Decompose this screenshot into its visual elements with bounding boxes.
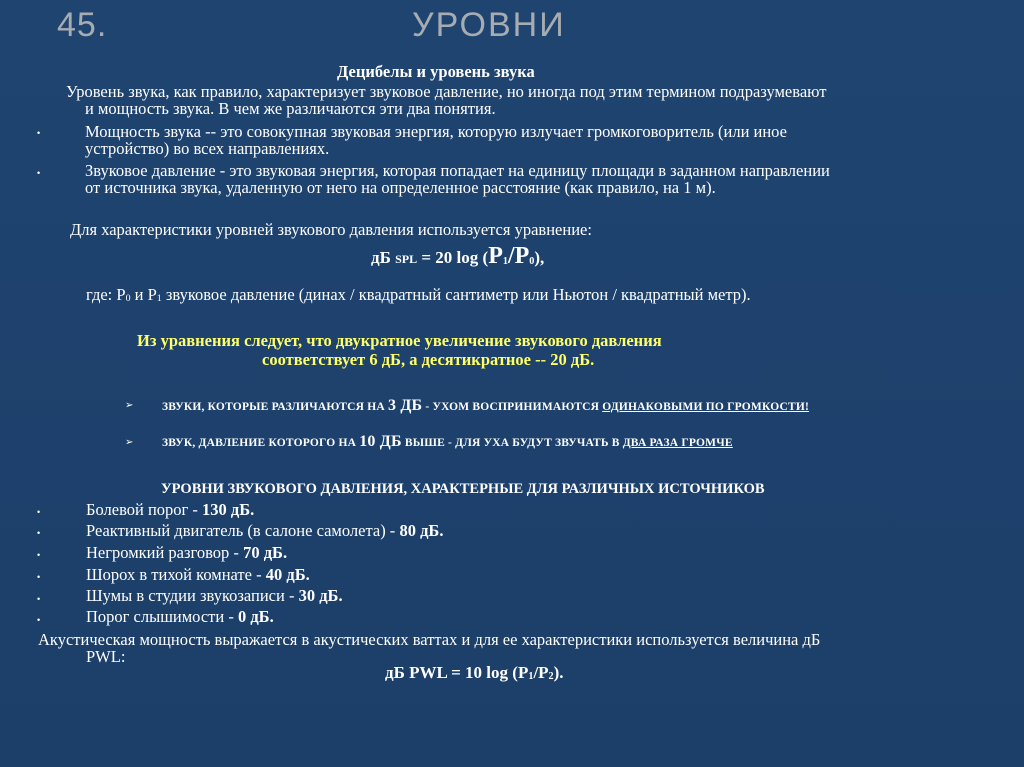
intro-line-1: Уровень звука, как правило, характеризует звуковое давление, но иногда под этим термином подразумевают <box>66 82 827 101</box>
level-label: Негромкий разговор - <box>86 543 244 562</box>
level-item <box>86 609 274 625</box>
levels-heading: УРОВНИ ЗВУКОВОГО ДАВЛЕНИЯ, ХАРАКТЕРНЫЕ ДЛЯ РАЗЛИЧНЫХ ИСТОЧНИКОВ <box>161 481 765 497</box>
formula-text: / <box>507 243 515 269</box>
bullet-icon: • <box>37 594 41 604</box>
level-item <box>86 545 287 561</box>
arrow-item-value: 3 ДБ <box>387 397 423 414</box>
power-def-line-1: Мощность звука -- это совокупная звуковая энергия, которую излучает громкоговоритель (или иное <box>85 122 787 141</box>
slide-title: УРОВНИ <box>412 6 566 44</box>
level-label: Реактивный двигатель (в салоне самолета) - <box>86 521 400 540</box>
formula-subscript: 2 <box>548 671 554 682</box>
level-item <box>86 567 310 583</box>
acoustic-line-1: Акустическая мощность выражается в акустических ваттах и для ее характеристики используется величина дБ <box>38 630 821 649</box>
arrow-item-10db <box>162 434 733 451</box>
formula-variable: P <box>514 243 530 269</box>
section-heading: Децибелы и уровень звука <box>337 62 535 81</box>
where-text: и Р <box>130 285 157 304</box>
arrow-item-text: ЗВУК, ДАВЛЕНИЕ КОТОРОГО НА <box>162 437 360 449</box>
formula-text: /Р <box>533 663 549 682</box>
pwl-formula <box>385 663 564 683</box>
arrow-item-value: 10 ДБ <box>359 433 402 450</box>
where-text: где: Р <box>86 285 126 304</box>
level-value: 40 дБ. <box>265 565 310 584</box>
level-label: Шумы в студии звукозаписи - <box>86 586 299 605</box>
slide-number: 45. <box>57 6 108 44</box>
bullet-icon: • <box>37 507 41 517</box>
bullet-icon: • <box>37 528 41 538</box>
formula-text: дБ <box>371 248 396 267</box>
level-label: Порог слышимости - <box>86 607 238 626</box>
pressure-def-line-2: от источника звука, удаленную от него на определенное расстояние (как правило, на 1 м). <box>85 178 716 197</box>
arrow-item-emphasis: ДВА РАЗА ГРОМЧЕ <box>622 437 733 449</box>
intro-line-2: и мощность звука. В чем же различаются эти два понятия. <box>85 99 496 118</box>
arrow-item-3db <box>162 398 809 415</box>
level-value: 30 дБ. <box>298 586 343 605</box>
conclusion-line-2: соответствует 6 дБ, а десятикратное -- 20 дБ. <box>262 350 595 369</box>
level-value: 130 дБ. <box>202 500 255 519</box>
level-label: Болевой порог - <box>86 500 203 519</box>
where-line <box>86 287 751 307</box>
formula-text: = 20 log ( <box>417 248 489 267</box>
acoustic-line-2: PWL: <box>86 647 126 666</box>
formula-text: ). <box>553 663 564 682</box>
pressure-def-line-1: Звуковое давление - это звуковая энергия, которая попадает на единицу площади в заданном направлении <box>85 161 830 180</box>
formula-variable: P <box>488 243 503 269</box>
bullet-icon: • <box>37 128 41 138</box>
bullet-icon: • <box>37 550 41 560</box>
arrow-item-text: ЗВУКИ, КОТОРЫЕ РАЗЛИЧАЮТСЯ НА <box>162 401 388 413</box>
arrow-bullet-icon: ➢ <box>125 400 134 411</box>
arrow-item-text: ВЫШЕ - ДЛЯ УХА БУДУТ ЗВУЧАТЬ В <box>401 437 623 449</box>
bullet-icon: • <box>37 572 41 582</box>
level-value: 0 дБ. <box>237 607 274 626</box>
arrow-item-emphasis: ОДИНАКОВЫМИ ПО ГРОМКОСТИ! <box>602 401 810 413</box>
bullet-icon: • <box>37 168 41 178</box>
level-value: 70 дБ. <box>243 543 288 562</box>
conclusion-line-1: Из уравнения следует, что двукратное увеличение звукового давления <box>137 331 662 350</box>
formula-text: ), <box>534 248 545 267</box>
equation-intro: Для характеристики уровней звукового давления используется уравнение: <box>70 220 592 239</box>
formula-subscript: SPL <box>395 252 418 266</box>
where-subscript: 1 <box>156 293 162 304</box>
power-def-line-2: устройство) во всех направлениях. <box>85 139 330 158</box>
level-value: 80 дБ. <box>399 521 444 540</box>
formula-subscript: 1 <box>502 256 508 267</box>
formula-text: дБ PWL = 10 log (Р <box>385 663 529 682</box>
level-item <box>86 588 343 604</box>
level-item <box>86 523 443 539</box>
formula-subscript: 0 <box>529 256 535 267</box>
arrow-bullet-icon: ➢ <box>125 437 134 448</box>
bullet-icon: • <box>37 615 41 625</box>
where-subscript: 0 <box>125 293 131 304</box>
formula-subscript: 1 <box>528 671 534 682</box>
spl-formula <box>371 243 544 270</box>
level-item <box>86 502 254 518</box>
where-text: звуковое давление (динах / квадратный сантиметр или Ньютон / квадратный метр). <box>161 285 751 304</box>
arrow-item-text: - УХОМ ВОСПРИНИМАЮТСЯ <box>422 401 603 413</box>
level-label: Шорох в тихой комнате - <box>86 565 266 584</box>
